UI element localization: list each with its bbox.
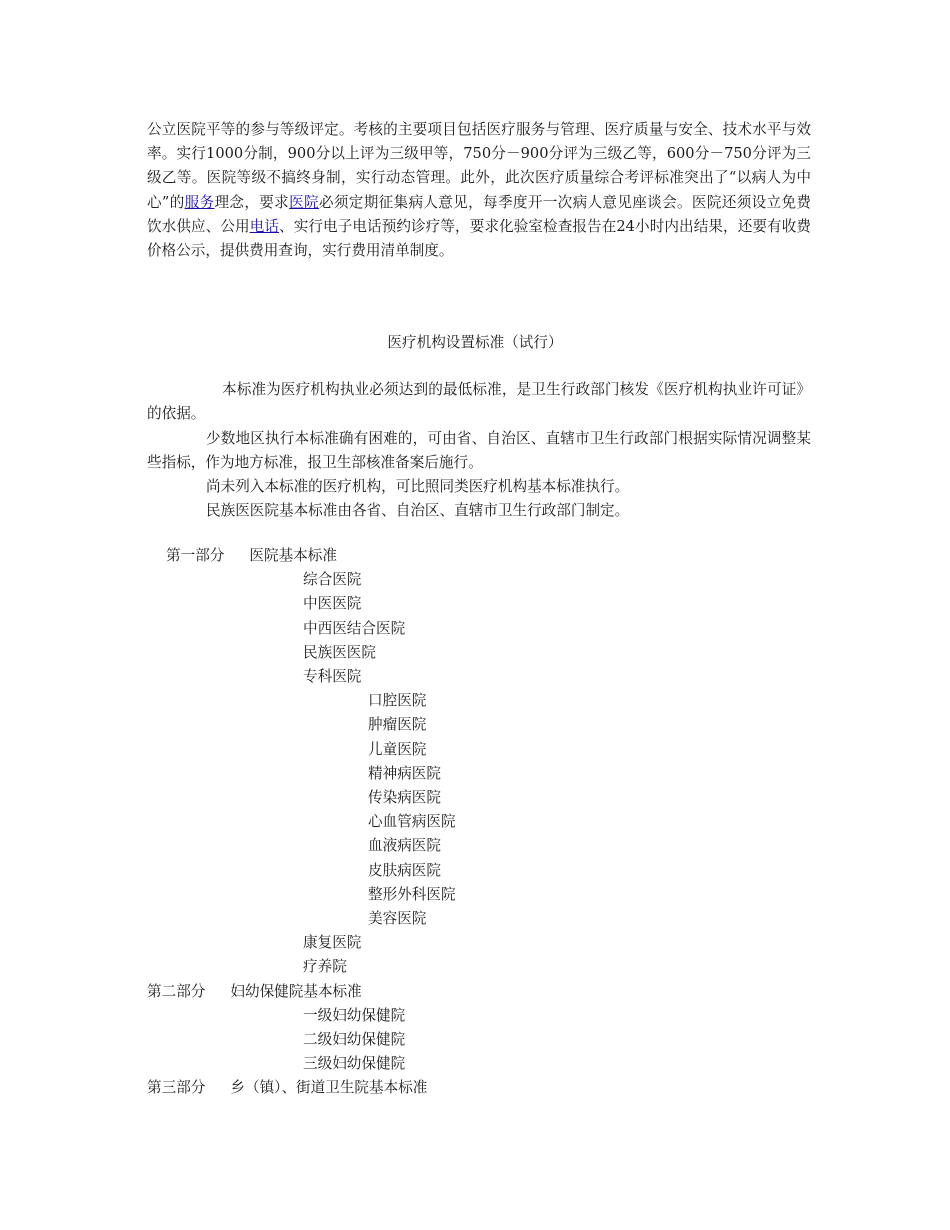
specialty-item: 传染病医院 bbox=[368, 789, 441, 806]
specialty-item: 整形外科医院 bbox=[368, 886, 456, 903]
part1-item: 中医医院 bbox=[303, 595, 362, 612]
intro-text-1: 公立医院平等的参与等级评定。考核的主要项目包括医疗服务与管理、医疗质量与安全、技术水平与效率。实行1000分制，900分以上评为三级甲等，750分－900分评为三级乙等，600分－750分评为三级乙等。医院等级不搞终身制，实行动态管理。此外，此次医疗质量综合考评标准突出了“以病人为中心”的 bbox=[147, 121, 811, 211]
specialty-item: 血液病医院 bbox=[368, 837, 441, 854]
part2-item: 二级妇幼保健院 bbox=[303, 1031, 406, 1048]
specialty-item: 儿童医院 bbox=[368, 741, 427, 758]
hospital-link[interactable]: 医院 bbox=[289, 193, 319, 211]
part2-item: 一级妇幼保健院 bbox=[303, 1007, 406, 1024]
standard-paragraph-1: 本标准为医疗机构执业必须达到的最低标准，是卫生行政部门核发《医疗机构执业许可证》的依据。 bbox=[147, 381, 811, 423]
standard-paragraph-2: 少数地区执行本标准确有困难的，可由省、自治区、直辖市卫生行政部门根据实际情况调整某些指标，作为地方标准，报卫生部核准备案后施行。 bbox=[147, 430, 811, 472]
intro-paragraph bbox=[147, 118, 811, 263]
part1-item: 疗养院 bbox=[303, 958, 347, 975]
part3-heading bbox=[147, 1076, 427, 1100]
part1-item: 综合医院 bbox=[303, 571, 362, 588]
standard-title: 医疗机构设置标准（试行） bbox=[387, 334, 563, 351]
intro-text-4: 、实行电子电话预约诊疗等，要求化验室检查报告在24小时内出结果，还要有收费价格公示，提供费用查询，实行费用清单制度。 bbox=[147, 217, 811, 260]
part1-item: 中西医结合医院 bbox=[303, 620, 406, 637]
part1-item: 专科医院 bbox=[303, 668, 362, 685]
intro-text-2: 理念，要求 bbox=[214, 193, 290, 211]
service-link[interactable]: 服务 bbox=[184, 193, 215, 211]
specialty-item: 精神病医院 bbox=[368, 765, 441, 782]
part1-title: 医院基本标准 bbox=[249, 547, 337, 564]
part1-label: 第一部分 bbox=[166, 547, 225, 564]
phone-link[interactable]: 电话 bbox=[249, 217, 280, 235]
part2-heading bbox=[147, 980, 362, 1004]
specialty-item: 皮肤病医院 bbox=[368, 862, 441, 879]
part2-label: 第二部分 bbox=[147, 983, 206, 1000]
intro-text-3: 必须定期征集病人意见，每季度开一次病人意见座谈会。医院还须设立免费饮水供应、公用 bbox=[147, 193, 811, 235]
specialty-item: 美容医院 bbox=[368, 910, 427, 927]
part3-label: 第三部分 bbox=[147, 1079, 206, 1096]
specialty-item: 肿瘤医院 bbox=[368, 716, 427, 733]
part3-title: 乡（镇）、街道卫生院基本标准 bbox=[230, 1079, 428, 1096]
specialty-item: 口腔医院 bbox=[368, 692, 427, 709]
part1-heading bbox=[166, 544, 337, 568]
specialty-item: 心血管病医院 bbox=[368, 813, 456, 830]
part1-item: 康复医院 bbox=[303, 934, 362, 951]
standard-paragraph-3: 尚未列入本标准的医疗机构，可比照同类医疗机构基本标准执行。 bbox=[206, 478, 630, 495]
part1-item: 民族医医院 bbox=[303, 644, 376, 661]
part2-title: 妇幼保健院基本标准 bbox=[230, 983, 362, 1000]
standard-paragraph-4: 民族医医院基本标准由各省、自治区、直辖市卫生行政部门制定。 bbox=[206, 502, 630, 519]
part2-item: 三级妇幼保健院 bbox=[303, 1055, 406, 1072]
